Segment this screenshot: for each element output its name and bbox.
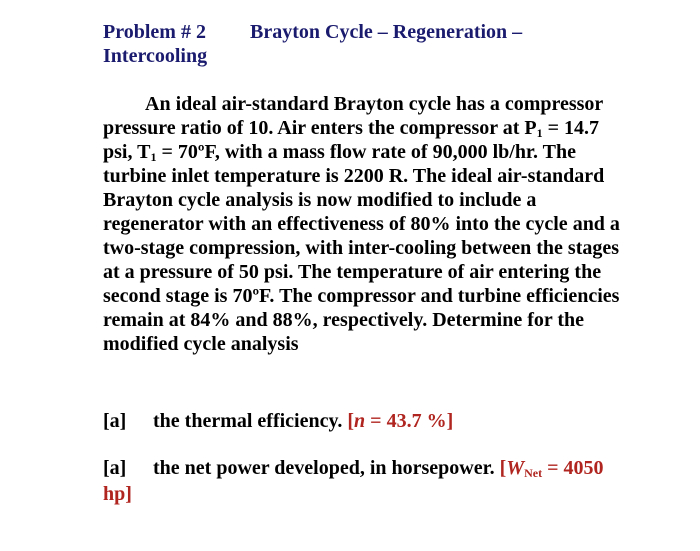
answer-value: = 43.7 %]	[365, 410, 454, 432]
problem-statement	[103, 92, 623, 356]
answer-symbol: W	[506, 457, 525, 479]
problem-topic-line2: Intercooling	[103, 45, 208, 67]
answer-open-bracket: [	[347, 410, 355, 432]
part-text: the net power developed, in horsepower.	[153, 457, 495, 479]
part-text: the thermal efficiency.	[153, 410, 343, 432]
answer-subscript: Net	[524, 466, 543, 480]
statement-part3: = 70ºF, with a mass flow rate of 90,000 lb/hr. The turbine inlet temperature is 2200 R. The ideal air-standard Brayton cycle analysis is now modified to include a regenerator with an effectiveness of 80% into the cycle and a two-stage compression, with inter-cooling between the stages at a pressure of 50 psi. The temperature of air entering the second stage is 70ºF. The compressor and turbine efficiencies remain at 84% and 88%, respectively. Determine for the modified cycle analysis	[103, 141, 620, 355]
problem-topic-line1: Brayton Cycle – Regeneration –	[250, 21, 523, 43]
question-part-efficiency	[103, 408, 623, 434]
answer-value: = 4050 hp]	[103, 457, 604, 505]
statement-part2: = 14.7 psi, T	[103, 117, 600, 163]
part-tag: [a]	[103, 457, 127, 479]
answer-symbol: n	[354, 410, 366, 432]
problem-title	[103, 20, 663, 68]
statement-part1: An ideal air-standard Brayton cycle has a compressor pressure ratio of 10. Air enters the compressor at P	[103, 93, 603, 139]
subscript-1: 1	[536, 126, 543, 140]
part-tag: [a]	[103, 410, 127, 432]
answer-open-bracket: [	[499, 457, 507, 479]
answer	[347, 410, 453, 432]
problem-number: Problem # 2	[103, 21, 206, 43]
question-part-net-power	[103, 455, 623, 507]
subscript-1: 1	[150, 150, 157, 164]
